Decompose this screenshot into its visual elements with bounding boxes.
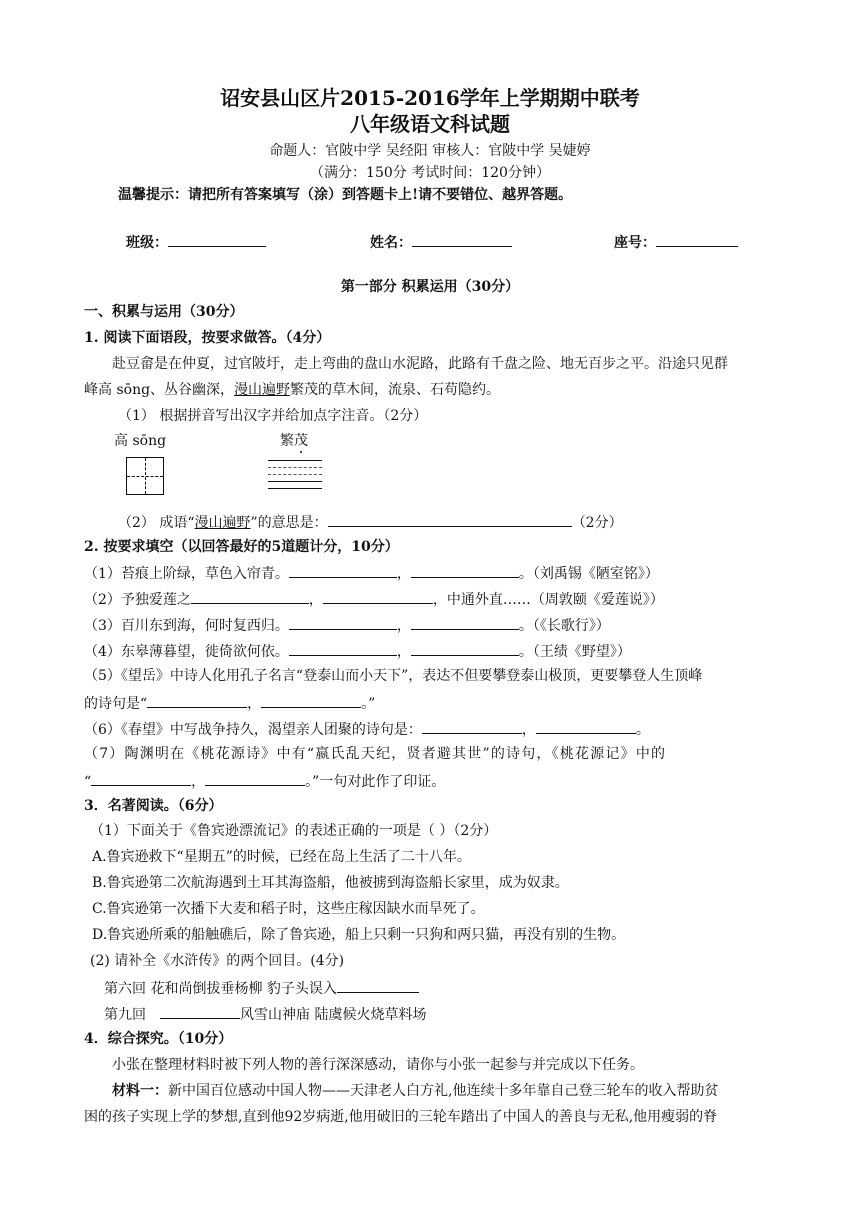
q2-item5-prefix: 的诗句是“ [84,696,148,712]
name-label: 姓名： [370,235,412,251]
exam-meta: （满分：150分 考试时间：120分钟） [310,165,550,181]
q2-item-suffix: 。（《长歌行》） [518,618,610,634]
pinyin-line [268,481,322,482]
q2-answer-blank[interactable] [422,719,522,734]
q2-item [84,641,631,661]
q1-sub2-text-b: ”的意思是： [250,515,328,531]
q2-answer-blank[interactable] [536,719,636,734]
q2-item6-suffix: 。 [635,722,650,738]
q2-item-suffix: ，中通外直……（周敦颐《爱莲说》） [432,592,664,608]
q2-item [84,615,610,635]
q3-heading: 3．名著阅读。（6分） [84,798,223,814]
class-blank[interactable] [168,232,266,247]
q4-heading: 4．综合探究。（10分） [84,1031,233,1047]
q1-paragraph-line1: 赴豆畲是在仲夏，过官陂圩，走上弯曲的盘山水泥路，此路有千盘之险、地无百步之平。沿途只见群 [112,356,728,372]
seat-blank[interactable] [656,232,738,247]
q3-chapter6-blank[interactable] [337,978,419,993]
name-field[interactable] [370,232,512,252]
q2-item-separator: ， [396,644,411,660]
q2-item-separator: ， [396,618,411,634]
seat-label: 座号： [614,235,656,251]
q2-item7-prefix: “ [84,774,92,790]
q3-option-b: B.鲁宾逊第二次航海遇到土耳其海盗船，他被掳到海盗船长家里，成为奴隶。 [92,875,569,891]
q2-item7-line1: （7）陶渊明在《桃花源诗》中有“嬴氏乱天纪，贤者避其世”的诗句，《桃花源记》中的 [84,746,667,762]
q3-chapter9 [104,1004,426,1024]
section1-heading: 一、积累与运用（30分） [84,304,244,320]
q2-answer-blank[interactable] [205,771,305,786]
exam-tip: 温馨提示：请把所有答案填写（涂）到答题卡上!请不要错位、越界答题。 [118,187,573,203]
part1-heading: 第一部分 积累运用（30分） [340,279,520,295]
pinyin-line [268,474,322,475]
q1-para-text-a: 峰高 sōng、丛谷幽深， [84,382,235,398]
q2-item-prefix: （4）东皋薄暮望，徙倚欲何依。 [84,644,289,660]
q3-sub1: （1）下面关于《鲁宾逊漂流记》的表述正确的一项是（ ）（2分） [90,823,498,839]
exam-title-line1: 诏安县山区片2015-2016学年上学期期中联考 [220,86,640,110]
q1-word2-dotted-char: 茂 [294,433,308,449]
q4-material-line1 [112,1082,718,1100]
exam-title-line2: 八年级语文科试题 [350,112,510,136]
q2-answer-blank[interactable] [411,615,519,630]
q1-word2 [280,432,308,450]
q3-option-c: C.鲁宾逊第一次播下大麦和稻子时，这些庄稼因缺水而旱死了。 [92,901,485,917]
q1-sub2-answer-blank[interactable] [328,512,572,527]
q3-chapter9-text: 风雪山神庙 陆虞候火烧草料场 [240,1007,427,1023]
q4-material-text1: 新中国百位感动中国人物——天津老人白方礼,他连续十多年靠自己登三轮车的收入帮助贫 [168,1083,719,1099]
q4-material-line2: 困的孩子实现上学的梦想,直到他92岁病逝,他用破旧的三轮车踏出了中国人的善良与无私,他用瘦弱的脊 [84,1109,718,1125]
q1-sub2-text-a: （2） 成语“ [118,515,195,531]
q1-sub2 [118,512,623,532]
class-label: 班级： [126,235,168,251]
q2-item5-line1: （5）《望岳》中诗人化用孔子名言“登泰山而小天下”，表达不但要攀登泰山极顶，更要攀登人生顶峰 [84,668,703,684]
q2-heading: 2. 按要求填空（以回答最好的5道题计分，10分） [84,539,399,555]
q2-answer-blank[interactable] [323,589,433,604]
q3-chapter9-blank[interactable] [160,1004,240,1019]
q3-chapter6-text: 第六回 花和尚倒拔垂杨柳 豹子头误入 [104,981,337,997]
q2-item7-separator: ， [191,774,206,790]
q2-answer-blank[interactable] [261,693,361,708]
q2-item-separator: ， [396,566,411,582]
q1-sub2-idiom: 漫山遍野 [194,515,251,531]
q2-item6 [84,719,650,739]
q2-answer-blank[interactable] [147,693,247,708]
q2-answer-blank[interactable] [91,771,191,786]
q2-answer-blank[interactable] [289,615,397,630]
q2-answer-blank[interactable] [411,641,519,656]
q4-material-label: 材料一： [112,1083,168,1099]
q2-item [84,589,664,609]
q3-chapter6 [104,978,419,998]
q2-item7-suffix: 。”一句对此作了印证。 [305,774,446,790]
q2-item-separator: ， [308,592,323,608]
q1-paragraph-line2 [84,381,500,399]
pinyin-line [268,460,322,461]
q2-answer-blank[interactable] [191,589,309,604]
q2-item6-separator: ， [521,722,536,738]
seat-field[interactable] [614,232,738,252]
q2-item [84,563,659,583]
q1-sub1: （1） 根据拼音写出汉字并给加点字注音。（2分） [118,408,428,424]
q1-sub2-score: （2分） [571,515,623,531]
q2-answer-blank[interactable] [411,563,519,578]
exam-authors: 命题人：官陂中学 吴经阳 审核人：官陂中学 吴婕婷 [269,143,591,159]
q3-sub2: (2) 请补全《水浒传》的两个回目。(4分) [90,953,345,969]
q3-option-d: D.鲁宾逊所乘的船触礁后，除了鲁宾逊，船上只剩一只狗和两只猫，再没有别的生物。 [92,927,626,943]
q3-option-a: A.鲁宾逊救下“星期五”的时候，已经在岛上生活了二十八年。 [92,849,471,865]
pinyin-writing-lines[interactable] [268,458,322,490]
character-writing-box[interactable] [126,457,164,495]
q2-item5-separator: ， [247,696,262,712]
q2-item5-line2 [84,693,375,713]
q1-word2-char1: 繁 [280,433,294,449]
q2-item6-prefix: （6）《春望》中写战争持久，渴望亲人团聚的诗句是： [84,722,422,738]
pinyin-line [268,467,322,468]
q2-item-prefix: （2）予独爱莲之 [84,592,191,608]
q2-answer-blank[interactable] [289,563,397,578]
q3-chapter9-label: 第九回 [104,1007,146,1023]
q2-item-suffix: 。（王绩《野望》） [518,644,631,660]
q2-item7-line2 [84,771,445,791]
class-field[interactable] [126,232,266,252]
q1-word1: 高 sōng [114,433,167,449]
q1-heading: 1. 阅读下面语段，按要求做答。（4分） [84,330,331,346]
q2-item-suffix: 。（刘禹锡《陋室铭》） [518,566,659,582]
grid-vertical-guide [145,458,146,494]
q2-answer-blank[interactable] [289,641,397,656]
q1-para-underlined-idiom: 漫山遍野 [234,382,291,398]
q2-item5-suffix: 。” [361,696,376,712]
q4-intro: 小张在整理材料时被下列人物的善行深深感动，请你与小张一起参与并完成以下任务。 [112,1057,644,1073]
q2-item-prefix: （3）百川东到海，何时复西归。 [84,618,289,634]
q1-para-text-b: 繁茂的草木间，流泉、石苟隐约。 [290,382,501,398]
pinyin-line [268,488,322,489]
name-blank[interactable] [412,232,512,247]
q2-item-prefix: （1）苔痕上阶绿，草色入帘青。 [84,566,289,582]
